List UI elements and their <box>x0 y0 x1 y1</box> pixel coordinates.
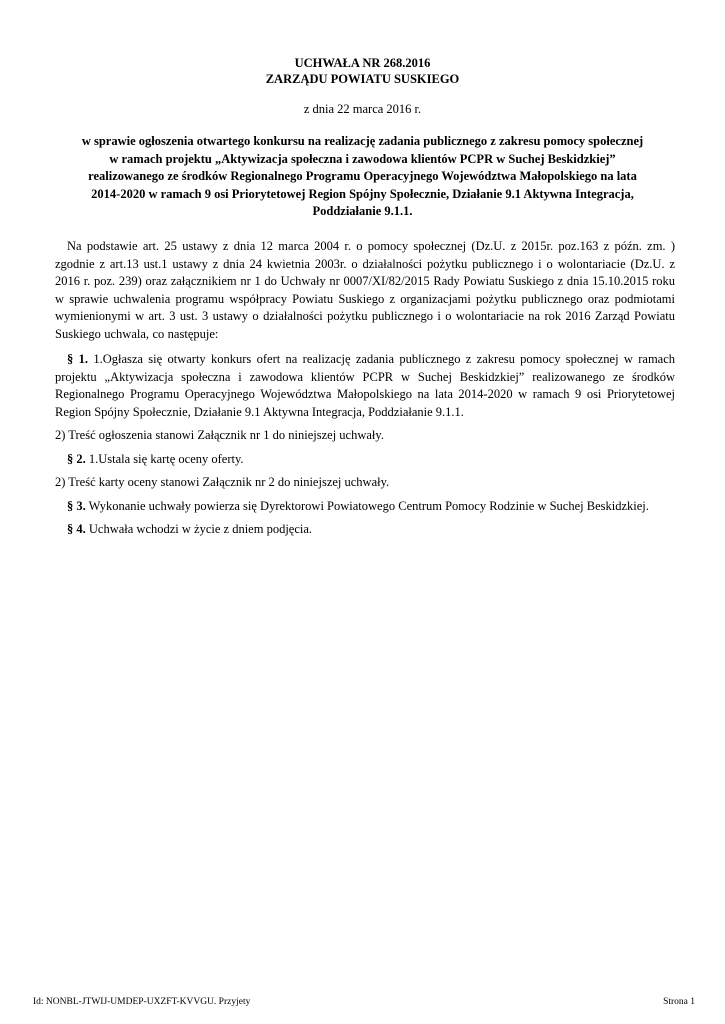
section-mark: § 2. <box>67 451 86 466</box>
section-1-paragraph <box>55 351 675 421</box>
resolution-title: UCHWAŁA NR 268.2016 <box>294 56 431 70</box>
subject-line: Poddziałanie 9.1.1. <box>312 204 413 218</box>
section-mark: § 4. <box>67 522 86 536</box>
section-4-text: Uchwała wchodzi w życie z dniem podjęcia. <box>88 522 313 536</box>
legal-basis-paragraph: Na podstawie art. 25 ustawy z dnia 12 marca 2004 r. o pomocy społecznej (Dz.U. z 2015r. poz.163 z późn. zm. ) zgodnie z art.13 ust.1 ustawy z dnia 24 kwietnia 2003r. o działalności pożytku publicznego i o wolontariacie (Dz.U. z 2016 r. poz. 239) oraz załącznikiem nr 1 do Uchwały nr 0007/XI/82/2015 Rady Powiatu Suskiego z dnia 15.10.2015 roku w sprawie uchwalenia programu współpracy Powiatu Suskiego z organizacjami pożytku publicznego oraz podmiotami wymienionymi w art. 3 ust. 3 ustawy o działalności pożytku publicznego i o wolontariacie na rok 2016 Zarząd Powiatu Suskiego uchwala, co następuje: <box>55 239 675 341</box>
section-1-item-2: 2) Treść ogłoszenia stanowi Załącznik nr 1 do niniejszej uchwały. <box>55 428 384 442</box>
subject-line: realizowanego ze środków Regionalnego Programu Operacyjnego Województwa Małopolskiego na lata <box>88 169 637 183</box>
subject-line: w ramach projektu „Aktywizacja społeczna i zawodowa klientów PCPR w Suchej Beskidzkiej” <box>109 151 616 166</box>
section-2-item-2: 2) Treść karty oceny stanowi Załącznik nr 2 do niniejszej uchwały. <box>55 475 390 489</box>
section-3-text: Wykonanie uchwały powierza się Dyrektorowi Powiatowego Centrum Pomocy Rodzinie w Suchej Beskidzkiej. <box>88 498 649 513</box>
document-id: Id: NONBL-JTWIJ-UMDEP-UXZFT-KVVGU. Przyjety <box>33 997 251 1007</box>
section-1-text: 1.Ogłasza się otwarty konkurs ofert na realizację zadania publicznego z zakresu pomocy społecznej w ramach projektu „Aktywizacja społeczna i zawodowa klientów PCPR w Suchej Beskidzkiej” realizowanego ze środków Regionalnego Programu Operacyjnego Województwa Małopolskiego na lata 2014-2020 w ramach 9 osi Priorytetowej Region Spójny Społecznie, Działanie 9.1 Aktywna Integracja, Poddziałanie 9.1.1. <box>55 352 676 419</box>
board-name: ZARZĄDU POWIATU SUSKIEGO <box>265 72 460 86</box>
section-4-paragraph <box>55 521 675 539</box>
section-mark: § 3. <box>67 498 86 513</box>
section-2-paragraph <box>55 451 675 469</box>
subject-line: 2014-2020 w ramach 9 osi Priorytetowej Region Spójny Społecznie, Działanie 9.1 Aktywna Integracja, <box>91 186 634 201</box>
section-mark: § 1. <box>67 352 88 366</box>
resolution-subject <box>55 133 670 221</box>
section-3-paragraph <box>55 498 675 516</box>
resolution-body <box>55 238 675 539</box>
section-2-text: 1.Ustala się kartę oceny oferty. <box>88 451 244 466</box>
resolution-date: z dnia 22 marca 2016 r. <box>303 102 422 116</box>
subject-line: w sprawie ogłoszenia otwartego konkursu na realizację zadania publicznego z zakresu pomocy społecznej <box>81 134 644 148</box>
page-number: Strona 1 <box>663 997 695 1007</box>
